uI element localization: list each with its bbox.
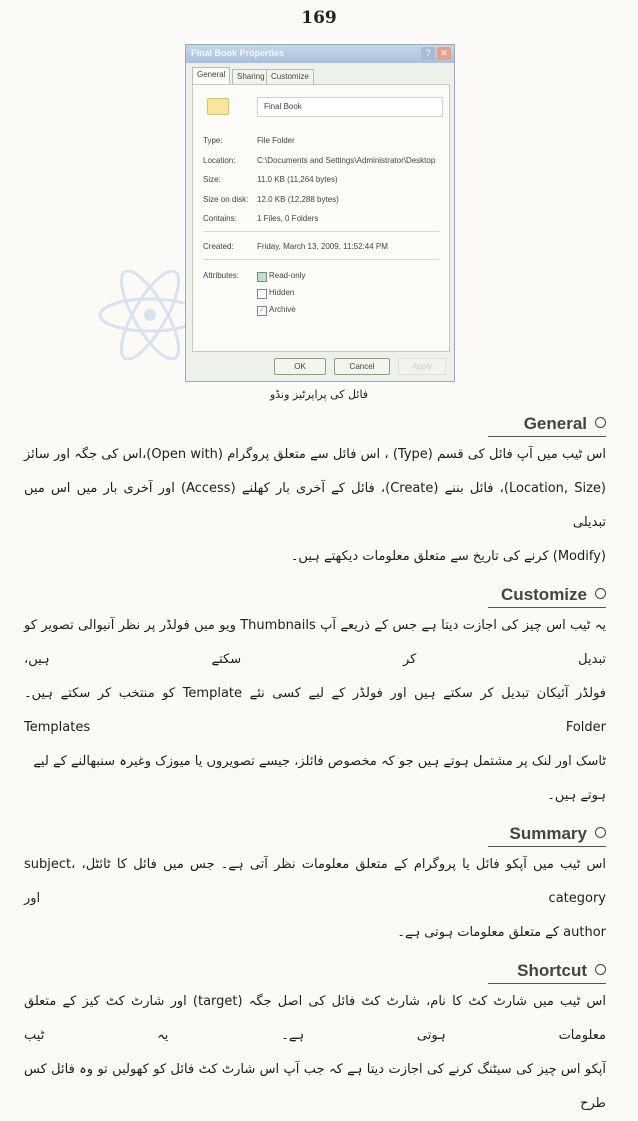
created-value: Friday, March 13, 2009, 11:52:44 PM <box>257 242 388 251</box>
tab-customize[interactable]: Customize <box>266 69 314 84</box>
bullet-circle-icon <box>595 588 606 599</box>
heading-underline <box>488 607 606 608</box>
section-heading-customize: Customize <box>24 583 606 607</box>
section-heading-shortcut: Shortcut <box>24 959 606 983</box>
bullet-circle-icon <box>595 417 606 428</box>
paragraph-line: یہ ٹیب اس چیز کی اجازت دیتا ہے جس کے ذریعے آپ Thumbnails ویو میں فولڈر پر نظر آنیوالی تصویر کو تبدیل کر سکتے ہیں، <box>24 618 606 667</box>
close-icon[interactable]: ✕ <box>437 47 451 60</box>
hidden-label: Hidden <box>269 288 295 297</box>
bullet-circle-icon <box>595 964 606 975</box>
section-heading-summary: Summary <box>24 822 606 846</box>
size-on-disk-value: 12.0 KB (12,288 bytes) <box>257 195 339 204</box>
paragraph-line: اس ٹیب میں شارٹ کٹ کا نام، شارٹ کٹ فائل کی اصل جگہ (target) اور شارٹ کٹ کیز کے متعلق معلومات ہوتی ہے۔ یہ ٹیب <box>24 994 606 1043</box>
body-text <box>24 412 606 1121</box>
contains-value: 1 Files, 0 Folders <box>257 214 319 223</box>
paragraph-line: اس ٹیب میں آپکو فائل یا پروگرام کے متعلق معلومات نظر آتی ہے۔ جس میں فائل کا ٹائٹل، subject، category اور <box>24 857 606 906</box>
attributes-label: Attributes: <box>203 271 240 280</box>
created-label: Created: <box>203 242 234 251</box>
paragraph-line: author کے متعلق معلومات ہوتی ہے۔ <box>397 925 606 940</box>
figure-caption: فائل کی پراپرٹیز ونڈو <box>269 388 369 401</box>
contains-label: Contains: <box>203 214 237 223</box>
paragraph-line: اس ٹیب میں آپ فائل کی قسم (Type) ، اس فائل سے متعلق پروگرام (Open with)،اس کی جگہ اور سائز <box>24 447 607 462</box>
heading-underline <box>488 846 606 847</box>
folder-name-input[interactable] <box>257 97 443 117</box>
read-only-label: Read-only <box>269 271 306 280</box>
archive-checkbox[interactable]: ✓ <box>257 306 267 316</box>
cancel-button[interactable]: Cancel <box>334 358 390 375</box>
location-label: Location: <box>203 156 236 165</box>
paragraph-line: فولڈر آئیکان تبدیل کر سکتے ہیں اور فولڈر کے لیے کسی نئے Template کو منتخب کر سکتے ہیں۔ Templates Folder <box>24 686 607 735</box>
hidden-checkbox[interactable] <box>257 289 267 299</box>
tab-sharing[interactable]: Sharing <box>232 69 270 84</box>
type-label: Type: <box>203 136 223 145</box>
apply-button[interactable]: Apply <box>398 358 446 375</box>
section-general <box>24 412 606 574</box>
type-value: File Folder <box>257 136 295 145</box>
title-bar[interactable] <box>186 45 454 63</box>
folder-name-value: Final Book <box>264 102 302 111</box>
general-panel <box>192 84 450 352</box>
tab-general[interactable]: General <box>192 67 230 85</box>
size-on-disk-label: Size on disk: <box>203 195 249 204</box>
divider <box>203 259 439 260</box>
paragraph-line: آپکو اس چیز کی سیٹنگ کرنے کی اجازت دیتا ہے کہ جب آپ اس شارٹ کٹ فائل کو کھولیں تو وہ فائل کس طرح <box>24 1062 606 1111</box>
properties-dialog <box>185 44 455 382</box>
paragraph-line: ٹاسک اور لنک پر مشتمل ہوتے ہیں جو کہ مخصوص فائلز، جیسے تصویروں یا میوزک وغیرہ سنبھالنے کے لیے ہوتے ہیں۔ <box>33 754 606 803</box>
page-number: 169 <box>301 8 337 28</box>
section-customize <box>24 583 606 813</box>
divider <box>203 231 439 232</box>
size-label: Size: <box>203 175 221 184</box>
section-summary <box>24 822 606 950</box>
ok-button[interactable]: OK <box>274 358 326 375</box>
section-heading-general: General <box>24 412 606 436</box>
bullet-circle-icon <box>595 827 606 838</box>
location-value: C:\Documents and Settings\Administrator\Desktop <box>257 156 436 165</box>
heading-underline <box>488 436 606 437</box>
size-value: 11.0 KB (11,264 bytes) <box>257 175 338 184</box>
folder-icon <box>207 98 229 115</box>
read-only-checkbox[interactable] <box>257 272 267 282</box>
paragraph-line: (Modify) کرنے کی تاریخ سے متعلق معلومات دیکھتے ہیں۔ <box>290 549 606 564</box>
dialog-title: Final Book Properties <box>191 48 285 58</box>
section-shortcut <box>24 959 606 1121</box>
help-icon[interactable]: ? <box>421 47 435 60</box>
archive-label: Archive <box>269 305 296 314</box>
paragraph-line: (Location, Size)، فائل بننے (Create)، فائل کے آخری بار کھلنے (Access) اور آخری بار میں اس میں تبدیلی <box>24 481 606 530</box>
heading-underline <box>488 983 606 984</box>
